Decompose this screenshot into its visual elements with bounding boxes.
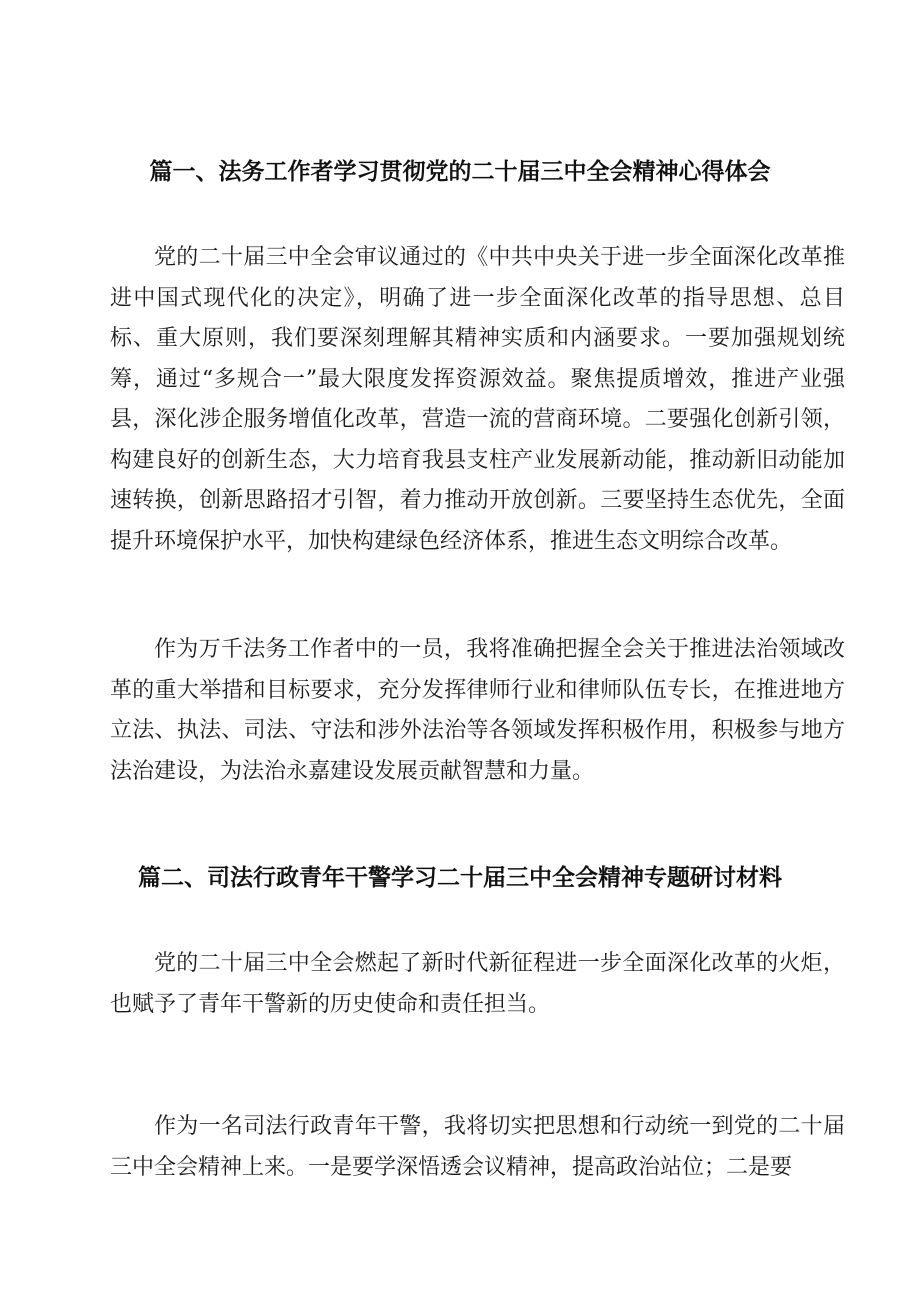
section-2-heading: 篇二、司法行政青年干警学习二十届三中全会精神专题研讨材料 (138, 865, 782, 891)
section-1-heading: 篇一、法务工作者学习贯彻党的二十届三中全会精神心得体会 (149, 159, 771, 185)
section-2-paragraph-1: 党的二十届三中全会燃起了新时代新征程进一步全面深化改革的火炬，也赋予了青年干警新的历史使命和责任担当。 (110, 951, 845, 1017)
section-1-paragraph-2: 作为万千法务工作者中的一员，我将准确把握全会关于推进法治领域改革的重大举措和目标要求，充分发挥律师行业和律师队伍专长，在推进地方立法、执法、司法、守法和涉外法治等各领域发挥积极作用，积极参与地方法治建设，为法治永嘉建设发展贡献智慧和力量。 (110, 637, 845, 784)
section-2-paragraph-2: 作为一名司法行政青年干警，我将切实把思想和行动统一到党的二十届三中全会精神上来。一是要学深悟透会议精神，提高政治站位；二是要 (110, 1114, 845, 1180)
section-1-paragraph-1: 党的二十届三中全会审议通过的《中共中央关于进一步全面深化改革推进中国式现代化的决定》，明确了进一步全面深化改革的指导思想、总目标、重大原则，我们要深刻理解其精神实质和内涵要求。一要加强规划统筹，通过“多规合一”最大限度发挥资源效益。聚焦提质增效，推进产业强县，深化涉企服务增值化改革，营造一流的营商环境。二要强化创新引领，构建良好的创新生态，大力培育我县支柱产业发展新动能，推动新旧动能加速转换，创新思路招才引智，着力推动开放创新。三要坚持生态优先，全面提升环境保护水平，加快构建绿色经济体系，推进生态文明综合改革。 (110, 245, 845, 554)
